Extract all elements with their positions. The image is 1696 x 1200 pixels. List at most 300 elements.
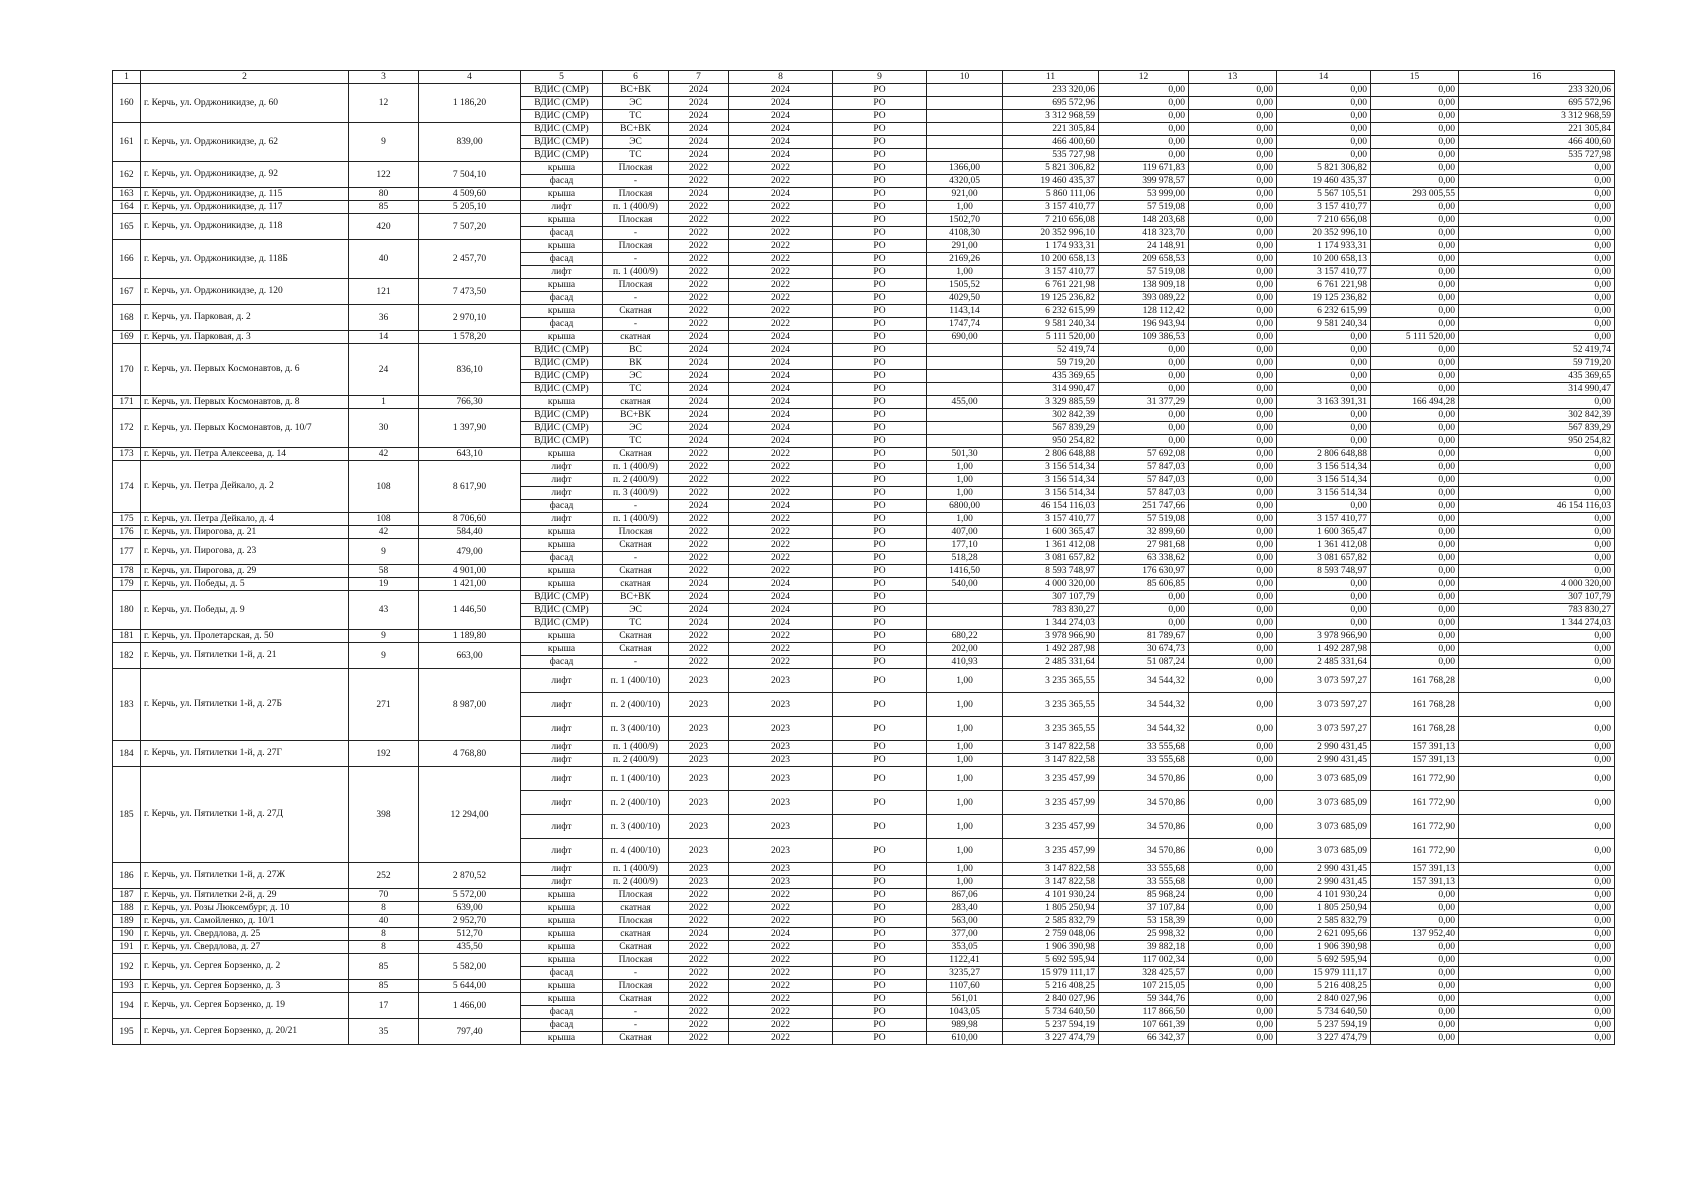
table-cell: 2022: [729, 162, 833, 175]
table-cell: п. 1 (400/9): [603, 863, 669, 876]
table-cell: 1143,14: [927, 305, 1003, 318]
table-cell: 2024: [729, 435, 833, 448]
count-cell: 108: [349, 513, 419, 526]
address-cell: г. Керчь, ул. Первых Космонавтов, д. 6: [141, 344, 349, 396]
table-cell: крыша: [521, 396, 603, 409]
table-cell: 138 909,18: [1099, 279, 1189, 292]
table-row: [113, 980, 1615, 993]
table-cell: 52 419,74: [1003, 344, 1099, 357]
table-row: [113, 630, 1615, 643]
table-cell: крыша: [521, 941, 603, 954]
header-cell: 3: [349, 71, 419, 84]
table-cell: 34 544,32: [1099, 693, 1189, 717]
address-cell: г. Керчь, ул. Первых Космонавтов, д. 10/7: [141, 409, 349, 448]
table-cell: 2024: [669, 928, 729, 941]
area-cell: 479,00: [419, 539, 521, 565]
table-cell: 3 156 514,34: [1277, 461, 1371, 474]
count-cell: 9: [349, 643, 419, 669]
table-cell: 0,00: [1099, 383, 1189, 396]
address-cell: г. Керчь, ул. Пролетарская, д. 50: [141, 630, 349, 643]
table-cell: 2022: [669, 214, 729, 227]
table-cell: 0,00: [1459, 980, 1615, 993]
table-cell: 0,00: [1189, 136, 1277, 149]
table-cell: 518,28: [927, 552, 1003, 565]
table-cell: 0,00: [1189, 656, 1277, 669]
address-cell: г. Керчь, ул. Пятилетки 1-й, д. 21: [141, 643, 349, 669]
table-cell: 2022: [669, 266, 729, 279]
table-cell: 302 842,39: [1003, 409, 1099, 422]
area-cell: 584,40: [419, 526, 521, 539]
count-cell: 35: [349, 1019, 419, 1045]
table-cell: 3 073 685,09: [1277, 839, 1371, 863]
table-cell: ВДИС (СМР): [521, 84, 603, 97]
table-cell: 1,00: [927, 266, 1003, 279]
table-cell: 2022: [669, 1006, 729, 1019]
table-cell: 9 581 240,34: [1003, 318, 1099, 331]
table-cell: Плоская: [603, 980, 669, 993]
area-cell: 2 970,10: [419, 305, 521, 331]
table-cell: п. 3 (400/10): [603, 717, 669, 741]
table-cell: 0,00: [1189, 980, 1277, 993]
table-cell: п. 1 (400/9): [603, 461, 669, 474]
table-cell: крыша: [521, 643, 603, 656]
header-row: [113, 71, 1615, 84]
table-cell: 2022: [729, 993, 833, 1006]
table-cell: 2022: [669, 993, 729, 1006]
table-cell: 161 772,90: [1371, 791, 1459, 815]
table-cell: 2023: [729, 815, 833, 839]
table-cell: 0,00: [1189, 292, 1277, 305]
table-cell: 0,00: [1459, 767, 1615, 791]
table-cell: 0,00: [1459, 227, 1615, 240]
table-cell: РО: [833, 941, 927, 954]
table-cell: 2024: [669, 500, 729, 513]
table-cell: 176 630,97: [1099, 565, 1189, 578]
table-cell: [927, 409, 1003, 422]
table-cell: 1 492 287,98: [1277, 643, 1371, 656]
table-body: [113, 84, 1615, 1045]
table-cell: 0,00: [1459, 1019, 1615, 1032]
table-cell: 148 203,68: [1099, 214, 1189, 227]
table-cell: РО: [833, 253, 927, 266]
table-cell: 2022: [729, 175, 833, 188]
table-cell: 0,00: [1371, 889, 1459, 902]
address-cell: г. Керчь, ул. Розы Люксембург, д. 10: [141, 902, 349, 915]
table-cell: лифт: [521, 754, 603, 767]
table-cell: 2022: [729, 552, 833, 565]
area-cell: 8 617,90: [419, 461, 521, 513]
table-cell: 0,00: [1459, 839, 1615, 863]
table-cell: 0,00: [1371, 487, 1459, 500]
count-cell: 420: [349, 214, 419, 240]
table-cell: 1416,50: [927, 565, 1003, 578]
table-cell: 2 990 431,45: [1277, 863, 1371, 876]
row-number-cell: 182: [113, 643, 141, 669]
row-number-cell: 194: [113, 993, 141, 1019]
table-cell: 5 821 306,82: [1277, 162, 1371, 175]
table-cell: 2022: [669, 552, 729, 565]
table-cell: 2022: [729, 305, 833, 318]
table-cell: 0,00: [1189, 214, 1277, 227]
table-cell: 0,00: [1189, 97, 1277, 110]
row-number-cell: 178: [113, 565, 141, 578]
table-row: [113, 669, 1615, 693]
table-cell: 2 806 648,88: [1003, 448, 1099, 461]
table-cell: 4029,50: [927, 292, 1003, 305]
table-cell: 1 805 250,94: [1277, 902, 1371, 915]
table-cell: 53 999,00: [1099, 188, 1189, 201]
table-cell: скатная: [603, 331, 669, 344]
table-cell: 3 156 514,34: [1277, 474, 1371, 487]
table-cell: 0,00: [1371, 552, 1459, 565]
area-cell: 643,10: [419, 448, 521, 461]
table-cell: 2023: [669, 815, 729, 839]
table-cell: 2 585 832,79: [1003, 915, 1099, 928]
table-cell: 2022: [729, 266, 833, 279]
table-cell: РО: [833, 279, 927, 292]
row-number-cell: 168: [113, 305, 141, 331]
table-cell: 57 692,08: [1099, 448, 1189, 461]
table-cell: 2022: [669, 513, 729, 526]
table-cell: 0,00: [1189, 513, 1277, 526]
table-cell: ВДИС (СМР): [521, 97, 603, 110]
table-cell: 25 998,32: [1099, 928, 1189, 941]
table-cell: 0,00: [1459, 656, 1615, 669]
table-cell: 3 156 514,34: [1003, 487, 1099, 500]
table-cell: 8 593 748,97: [1277, 565, 1371, 578]
table-cell: 0,00: [1371, 149, 1459, 162]
table-cell: 2024: [669, 149, 729, 162]
row-number-cell: 191: [113, 941, 141, 954]
table-cell: 2024: [729, 422, 833, 435]
table-cell: крыша: [521, 980, 603, 993]
table-cell: 117 866,50: [1099, 1006, 1189, 1019]
row-number-cell: 180: [113, 591, 141, 630]
table-cell: фасад: [521, 656, 603, 669]
table-cell: РО: [833, 980, 927, 993]
table-cell: 10 200 658,13: [1003, 253, 1099, 266]
table-cell: 2022: [729, 227, 833, 240]
table-cell: 1,00: [927, 741, 1003, 754]
table-cell: 2022: [729, 902, 833, 915]
table-cell: 0,00: [1459, 630, 1615, 643]
table-cell: 1,00: [927, 201, 1003, 214]
table-cell: 209 658,53: [1099, 253, 1189, 266]
table-cell: РО: [833, 643, 927, 656]
table-cell: 314 990,47: [1003, 383, 1099, 396]
table-cell: 0,00: [1099, 84, 1189, 97]
table-cell: 2022: [729, 915, 833, 928]
table-cell: 0,00: [1459, 693, 1615, 717]
table-cell: 2024: [729, 357, 833, 370]
table-cell: Плоская: [603, 526, 669, 539]
table-cell: 435 369,65: [1003, 370, 1099, 383]
table-cell: 0,00: [1189, 123, 1277, 136]
table-cell: Плоская: [603, 240, 669, 253]
table-cell: 307 107,79: [1459, 591, 1615, 604]
table-cell: 4320,05: [927, 175, 1003, 188]
table-cell: 921,00: [927, 188, 1003, 201]
table-cell: РО: [833, 889, 927, 902]
address-cell: г. Керчь, ул. Сергея Борзенко, д. 2: [141, 954, 349, 980]
table-cell: ЭС: [603, 136, 669, 149]
area-cell: 1 421,00: [419, 578, 521, 591]
row-number-cell: 160: [113, 84, 141, 123]
table-cell: 0,00: [1189, 461, 1277, 474]
table-cell: 2 585 832,79: [1277, 915, 1371, 928]
count-cell: 8: [349, 941, 419, 954]
row-number-cell: 163: [113, 188, 141, 201]
table-cell: 2022: [669, 279, 729, 292]
table-cell: 161 768,28: [1371, 693, 1459, 717]
table-cell: 307 107,79: [1003, 591, 1099, 604]
table-cell: 3 157 410,77: [1277, 201, 1371, 214]
table-cell: 2023: [729, 717, 833, 741]
table-cell: 0,00: [1371, 162, 1459, 175]
table-cell: 161 768,28: [1371, 717, 1459, 741]
table-cell: РО: [833, 201, 927, 214]
table-cell: 0,00: [1189, 791, 1277, 815]
row-number-cell: 164: [113, 201, 141, 214]
table-cell: 2022: [669, 175, 729, 188]
table-cell: 0,00: [1371, 604, 1459, 617]
table-cell: 0,00: [1371, 461, 1459, 474]
table-cell: 0,00: [1371, 643, 1459, 656]
table-cell: 2024: [729, 396, 833, 409]
table-cell: 0,00: [1099, 604, 1189, 617]
row-number-cell: 174: [113, 461, 141, 513]
table-cell: ЭС: [603, 422, 669, 435]
table-cell: 2022: [669, 539, 729, 552]
table-cell: 0,00: [1459, 474, 1615, 487]
table-cell: Плоская: [603, 915, 669, 928]
table-cell: 0,00: [1189, 915, 1277, 928]
table-cell: РО: [833, 266, 927, 279]
address-cell: г. Керчь, ул. Первых Космонавтов, д. 8: [141, 396, 349, 409]
table-cell: 166 494,28: [1371, 396, 1459, 409]
table-cell: 0,00: [1099, 97, 1189, 110]
table-cell: 2022: [669, 1019, 729, 1032]
table-cell: 1,00: [927, 767, 1003, 791]
table-cell: 2023: [669, 876, 729, 889]
table-cell: 15 979 111,17: [1003, 967, 1099, 980]
table-cell: РО: [833, 1019, 927, 1032]
table-cell: ВДИС (СМР): [521, 617, 603, 630]
table-cell: 107 661,39: [1099, 1019, 1189, 1032]
table-cell: 251 747,66: [1099, 500, 1189, 513]
table-cell: 0,00: [1371, 84, 1459, 97]
table-cell: 2022: [669, 889, 729, 902]
table-cell: 57 847,03: [1099, 474, 1189, 487]
row-number-cell: 190: [113, 928, 141, 941]
table-cell: 0,00: [1189, 253, 1277, 266]
table-cell: 0,00: [1459, 526, 1615, 539]
table-cell: 7 210 656,08: [1277, 214, 1371, 227]
table-cell: 989,98: [927, 1019, 1003, 1032]
table-cell: 0,00: [1099, 110, 1189, 123]
table-cell: 3 157 410,77: [1277, 266, 1371, 279]
table-cell: 0,00: [1277, 578, 1371, 591]
table-cell: [927, 84, 1003, 97]
area-cell: 8 706,60: [419, 513, 521, 526]
table-cell: п. 2 (400/10): [603, 791, 669, 815]
table-cell: 2024: [729, 928, 833, 941]
table-cell: 2023: [729, 791, 833, 815]
table-cell: 2022: [729, 643, 833, 656]
table-cell: РО: [833, 370, 927, 383]
table-cell: 0,00: [1189, 435, 1277, 448]
table-cell: 0,00: [1277, 604, 1371, 617]
table-cell: 0,00: [1459, 876, 1615, 889]
table-cell: 20 352 996,10: [1003, 227, 1099, 240]
table-cell: -: [603, 500, 669, 513]
table-cell: 2024: [669, 97, 729, 110]
row-number-cell: 167: [113, 279, 141, 305]
address-cell: г. Керчь, ул. Парковая, д. 3: [141, 331, 349, 344]
table-cell: 1505,52: [927, 279, 1003, 292]
table-cell: 233 320,06: [1459, 84, 1615, 97]
table-cell: 2024: [669, 331, 729, 344]
table-cell: 2024: [729, 383, 833, 396]
table-cell: ВС: [603, 344, 669, 357]
row-number-cell: 170: [113, 344, 141, 396]
table-cell: -: [603, 656, 669, 669]
table-cell: 137 952,40: [1371, 928, 1459, 941]
table-cell: 0,00: [1371, 357, 1459, 370]
table-cell: 5 860 111,06: [1003, 188, 1099, 201]
table-cell: 0,00: [1099, 422, 1189, 435]
area-cell: 766,30: [419, 396, 521, 409]
area-cell: 8 987,00: [419, 669, 521, 741]
table-cell: 0,00: [1189, 954, 1277, 967]
header-cell: 12: [1099, 71, 1189, 84]
table-cell: 0,00: [1459, 915, 1615, 928]
count-cell: 24: [349, 344, 419, 396]
table-cell: 2022: [729, 630, 833, 643]
count-cell: 42: [349, 526, 419, 539]
table-cell: 0,00: [1189, 526, 1277, 539]
table-cell: 0,00: [1277, 617, 1371, 630]
table-cell: 2022: [729, 240, 833, 253]
area-cell: 7 507,20: [419, 214, 521, 240]
table-cell: 0,00: [1189, 941, 1277, 954]
table-cell: 119 671,83: [1099, 162, 1189, 175]
table-cell: 1,00: [927, 815, 1003, 839]
table-cell: 3 147 822,58: [1003, 863, 1099, 876]
table-cell: РО: [833, 500, 927, 513]
area-cell: 1 446,50: [419, 591, 521, 630]
table-cell: РО: [833, 331, 927, 344]
table-cell: 302 842,39: [1459, 409, 1615, 422]
table-cell: 291,00: [927, 240, 1003, 253]
table-cell: 3 312 968,59: [1459, 110, 1615, 123]
table-cell: 63 338,62: [1099, 552, 1189, 565]
table-cell: 0,00: [1099, 409, 1189, 422]
table-cell: 2022: [729, 474, 833, 487]
row-number-cell: 195: [113, 1019, 141, 1045]
table-cell: 5 111 520,00: [1371, 331, 1459, 344]
table-cell: -: [603, 552, 669, 565]
table-cell: 0,00: [1189, 767, 1277, 791]
table-cell: ВС+ВК: [603, 123, 669, 136]
table-cell: скатная: [603, 396, 669, 409]
table-cell: 15 979 111,17: [1277, 967, 1371, 980]
table-cell: 0,00: [1189, 617, 1277, 630]
table-cell: ВС+ВК: [603, 84, 669, 97]
table-cell: 0,00: [1371, 383, 1459, 396]
table-cell: крыша: [521, 240, 603, 253]
table-cell: 4 101 930,24: [1277, 889, 1371, 902]
table-cell: 0,00: [1459, 967, 1615, 980]
table-cell: 128 112,42: [1099, 305, 1189, 318]
header-cell: 15: [1371, 71, 1459, 84]
table-cell: ВДИС (СМР): [521, 383, 603, 396]
table-cell: РО: [833, 240, 927, 253]
area-cell: 512,70: [419, 928, 521, 941]
table-cell: ВДИС (СМР): [521, 149, 603, 162]
table-cell: 2022: [729, 513, 833, 526]
table-cell: п. 1 (400/9): [603, 266, 669, 279]
table-cell: ВДИС (СМР): [521, 110, 603, 123]
table-cell: 2022: [729, 656, 833, 669]
table-cell: 0,00: [1459, 292, 1615, 305]
table-cell: 0,00: [1189, 928, 1277, 941]
table-cell: 1366,00: [927, 162, 1003, 175]
table-cell: 0,00: [1371, 123, 1459, 136]
table-cell: 51 087,24: [1099, 656, 1189, 669]
table-row: [113, 591, 1615, 604]
table-cell: 57 519,08: [1099, 201, 1189, 214]
table-cell: 0,00: [1371, 266, 1459, 279]
table-cell: 157 391,13: [1371, 876, 1459, 889]
table-cell: РО: [833, 97, 927, 110]
table-cell: 2024: [669, 123, 729, 136]
table-cell: 2022: [729, 1032, 833, 1045]
table-cell: РО: [833, 162, 927, 175]
table-cell: 157 391,13: [1371, 754, 1459, 767]
table-cell: 567 839,29: [1459, 422, 1615, 435]
table-cell: крыша: [521, 539, 603, 552]
table-cell: 0,00: [1459, 461, 1615, 474]
address-cell: г. Керчь, ул. Пятилетки 1-й, д. 27Б: [141, 669, 349, 741]
count-cell: 108: [349, 461, 419, 513]
table-cell: 5 692 595,94: [1277, 954, 1371, 967]
table-cell: 2022: [669, 227, 729, 240]
table-row: [113, 396, 1615, 409]
table-cell: п. 3 (400/9): [603, 487, 669, 500]
table-cell: фасад: [521, 292, 603, 305]
table-cell: 0,00: [1459, 815, 1615, 839]
table-cell: 2024: [669, 604, 729, 617]
table-cell: 3 329 885,59: [1003, 396, 1099, 409]
row-number-cell: 177: [113, 539, 141, 565]
row-number-cell: 185: [113, 767, 141, 863]
header-cell: 7: [669, 71, 729, 84]
table-cell: 2022: [669, 902, 729, 915]
table-cell: 157 391,13: [1371, 863, 1459, 876]
table-cell: 0,00: [1459, 331, 1615, 344]
table-cell: 0,00: [1459, 1032, 1615, 1045]
table-cell: 407,00: [927, 526, 1003, 539]
table-cell: 0,00: [1459, 448, 1615, 461]
table-cell: 0,00: [1189, 552, 1277, 565]
table-cell: 2022: [729, 539, 833, 552]
header-cell: 11: [1003, 71, 1099, 84]
table-cell: лифт: [521, 741, 603, 754]
table-cell: 31 377,29: [1099, 396, 1189, 409]
table-cell: 0,00: [1189, 889, 1277, 902]
table-cell: РО: [833, 214, 927, 227]
